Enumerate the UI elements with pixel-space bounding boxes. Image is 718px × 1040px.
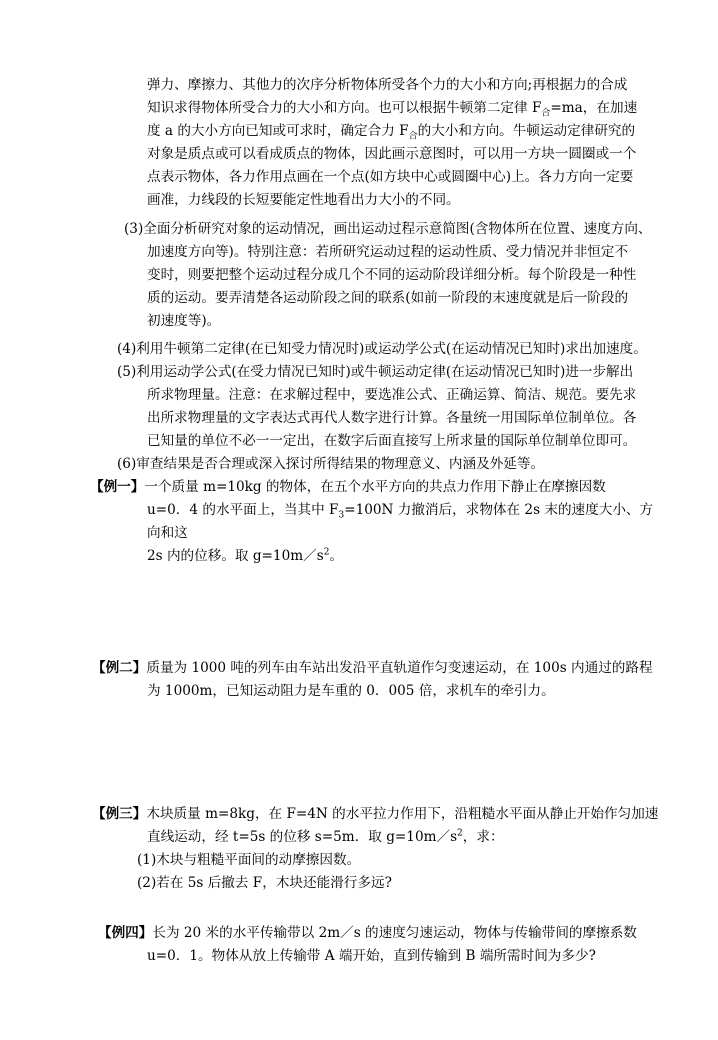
example-3-label: 【例三】 (92, 806, 147, 822)
example-3-text-2b: ，求： (462, 829, 504, 845)
example-3-question-2: (2)若在 5s 后撤去 F，木块还能滑行多远? (137, 875, 392, 891)
intro-line-2-tail: =ma，在加速 (550, 100, 638, 116)
step-3-line-1: (3)全面分析研究对象的运动情况，画出运动过程示意简图(含物体所在位置、速度方向、 (124, 221, 652, 237)
intro-line-2-text: 知识求得物体所受合力的大小和方向。也可以根据牛顿第二定律 F (147, 100, 542, 116)
intro-line-4: 对象是质点或可以看成质点的物体，因此画示意图时，可以用一方块一圆圈或一个 (147, 146, 637, 162)
example-1-text-2b: =100N 力撤消后，求物体在 2s 末的速度大小、方 (344, 502, 654, 518)
example-2-line-1 (92, 657, 653, 679)
example-2-line-2: 为 1000m，已知运动阻力是车重的 0．005 倍，求机车的牵引力。 (147, 683, 555, 699)
example-1-text-4b: 。 (329, 548, 344, 564)
example-1-line-3: 向和这 (147, 525, 188, 541)
intro-line-3 (147, 120, 635, 142)
example-3-text-2a: 直线运动，经 t=5s 的位移 s=5m．取 g=10m／s (147, 829, 458, 845)
step-6-line-1: (6)审查结果是否合理或深入探讨所得结果的物理意义、内涵及外延等。 (117, 456, 545, 472)
step-5-line-3: 出所求物理量的文字表达式再代人数字进行计算。各量统一用国际单位制单位。各 (147, 410, 637, 426)
step-3-line-5: 初速度等)。 (147, 313, 221, 329)
step-5-line-4: 已知量的单位不必一一定出，在数字后面直接写上所求量的国际单位制单位即可。 (147, 433, 637, 449)
example-2-text-1: 质量为 1000 吨的列车由车站出发沿平直轨道作匀变速运动，在 100s 内通过的路程 (146, 660, 653, 676)
example-3-sup: 2 (457, 828, 463, 839)
example-3-text-1: 木块质量 m=8kg，在 F=4N 的水平拉力作用下，沿粗糙水平面从静止开始作匀加速 (146, 806, 659, 822)
intro-line-3-text: 度 a 的大小方向已知或可求时，确定合力 F (147, 123, 409, 139)
example-1-label: 【例一】 (90, 479, 145, 495)
step-3-line-2: 加速度方向等)。特别注意：若所研究运动过程的运动性质、受力情况并非恒定不 (147, 244, 629, 260)
example-1-text-2a: u=0．4 的水平面上，当其中 F (147, 502, 339, 518)
intro-line-1: 弹力、摩擦力、其他力的次序分析物体所受各个力的大小和方向;再根据力的合成 (147, 77, 628, 93)
step-5-line-2: 所求物理量。注意：在求解过程中，要选准公式、正确运算、简洁、规范。要先求 (147, 387, 637, 403)
example-3-question-1: (1)木块与粗糙平面间的动摩擦因数。 (137, 852, 361, 868)
example-1-sup: 2 (323, 547, 330, 558)
example-1-sub: 3 (338, 510, 345, 521)
example-3-line-2 (147, 826, 504, 848)
intro-line-2-subscript: 合 (541, 108, 551, 119)
example-1-line-1 (90, 476, 606, 498)
example-1-line-2 (147, 499, 653, 521)
intro-line-3-tail: 的大小和方向。牛顿运动定律研究的 (417, 123, 636, 139)
example-4-line-1 (98, 922, 637, 944)
example-4-text-1: 长为 20 米的水平传输带以 2m／s 的速度匀速运动，物体与传输带间的摩擦系数 (152, 925, 637, 941)
step-3-line-3: 变时，则要把整个运动过程分成几个不同的运动阶段详细分析。每个阶段是一种性 (147, 267, 637, 283)
intro-line-2 (147, 97, 637, 119)
example-4-line-2: u=0．1。物体从放上传输带 A 端开始，直到传输到 B 端所需时间为多少? (147, 948, 596, 964)
intro-line-6: 画准，力线段的长短要能定性地看出力大小的不同。 (147, 192, 460, 208)
step-3-line-4: 质的运动。要弄清楚各运动阶段之间的联系(如前一阶段的末速度就是后一阶段的 (147, 290, 629, 306)
intro-line-3-subscript: 合 (408, 131, 418, 142)
example-4-label: 【例四】 (98, 925, 153, 941)
step-4-line-1: (4)利用牛顿第二定律(在已知受力情况时)或运动学公式(在运动情况已知时)求出加速度。 (117, 341, 647, 357)
example-3-line-1 (92, 803, 658, 825)
example-1-line-4 (147, 545, 343, 567)
example-2-label: 【例二】 (92, 660, 147, 676)
example-1-text-4a: 2s 内的位移。取 g=10m／s (147, 548, 324, 564)
example-1-text-1: 一个质量 m=10kg 的物体，在五个水平方向的共点力作用下静止在摩擦因数 (144, 479, 606, 495)
step-5-line-1: (5)利用运动学公式(在受力情况已知时)或牛顿运动定律(在运动情况已知时)进一步解出 (117, 364, 634, 380)
intro-line-5: 点表示物体，各力作用点画在一个点(如方块中心或圆圈中心)上。各力方向一定要 (147, 169, 634, 185)
